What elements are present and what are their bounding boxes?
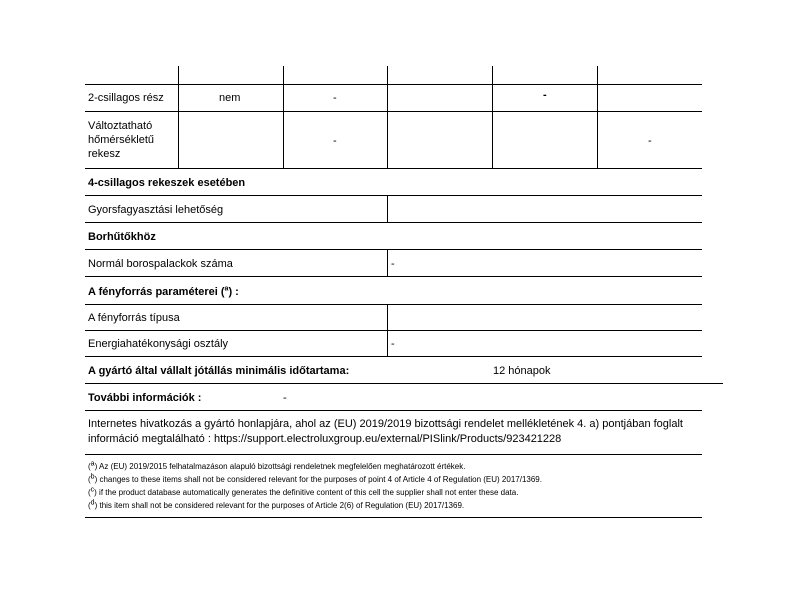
footnote: ($^a$) Az (EU) 2019/2015 felhatalmazáson alapuló bizottsági rendeletnek megfelelően meghatározott értékek.	[88, 460, 466, 471]
table-col-line	[492, 66, 493, 168]
table-row-line	[85, 111, 702, 112]
row-2star-col2: -	[333, 92, 337, 104]
footnote: ($^c$) if the product database automatically generates the definitive content of this cell the supplier shall not enter these data.	[88, 486, 519, 497]
section-line	[85, 454, 702, 455]
light-heading-sup: a	[224, 285, 229, 293]
section-line	[85, 276, 702, 277]
row-2star-col4: -	[543, 89, 547, 101]
section-light-heading	[88, 286, 239, 299]
table-row-line	[85, 84, 702, 85]
row-variable-col5: -	[648, 135, 652, 147]
wine-bottles-label: Normál borospalackok száma	[88, 258, 233, 270]
section-line	[85, 304, 702, 305]
section-line	[85, 356, 702, 357]
internet-ref-line2: információ megtalálható : https://support.electroluxgroup.eu/external/PISlink/Products/923421228	[88, 433, 562, 445]
footnote-mark: c	[90, 486, 95, 494]
row-variable-label-2: hőmérsékletű	[88, 134, 155, 146]
light-heading-prefix: A fényforrás paraméterei (	[88, 286, 225, 298]
section-wine-heading: Borhűtőkhöz	[88, 231, 156, 243]
additional-info-value: -	[283, 392, 287, 404]
row-variable-col2: -	[333, 135, 337, 147]
table-col-line	[178, 66, 179, 168]
table-col-line	[597, 66, 598, 168]
light-heading-suffix: ) :	[228, 286, 239, 298]
table-col-line	[387, 66, 388, 168]
section-line	[85, 222, 702, 223]
table-col-line	[283, 66, 284, 168]
wine-bottles-value: -	[391, 258, 395, 270]
warranty-label: A gyártó által vállalt jótállás minimális időtartama:	[88, 365, 350, 377]
table-row-line	[85, 168, 702, 169]
section-line	[85, 195, 702, 196]
internet-ref-line1: Internetes hivatkozás a gyártó honlapjára, ahol az (EU) 2019/2019 bizottsági rendelet mellékletének 4. a) pontjában foglalt	[88, 418, 683, 430]
footnote-text: ) if the product database automatically generates the definitive content of this cell the supplier shall not enter these data.	[94, 488, 519, 497]
section-col-line	[387, 249, 388, 276]
energy-class-value: -	[391, 338, 395, 350]
warranty-value: 12 hónapok	[493, 365, 551, 377]
row-2star-label: 2-csillagos rész	[88, 92, 164, 104]
row-variable-label-1: Változtatható	[88, 120, 153, 132]
quickfreeze-label: Gyorsfagyasztási lehetőség	[88, 204, 224, 216]
light-type-label: A fényforrás típusa	[88, 312, 180, 324]
additional-info-label: További információk :	[88, 392, 202, 404]
row-2star-col1: nem	[219, 92, 241, 104]
footnote-mark: d	[90, 499, 95, 507]
footnote-text: ) this item shall not be considered relevant for the purposes of Article 2(6) of Regulation (EU) 2017/1369.	[94, 501, 465, 510]
footnote-mark: b	[90, 473, 95, 481]
section-line	[85, 249, 702, 250]
section-line	[85, 330, 702, 331]
section-line	[85, 517, 702, 518]
footnote: ($^b$) changes to these items shall not be considered relevant for the purposes of point 4 of Article 4 of Regulation (EU) 2017/1369.	[88, 473, 542, 484]
footnote: ($^d$) this item shall not be considered relevant for the purposes of Article 2(6) of Regulation (EU) 2017/1369.	[88, 499, 465, 510]
section-4star-heading: 4-csillagos rekeszek esetében	[88, 177, 246, 189]
row-variable-label-3: rekesz	[88, 148, 121, 160]
footnote-text: ) changes to these items shall not be considered relevant for the purposes of point 4 of Article 4 of Regulation (EU) 2017/1369.	[94, 475, 542, 484]
section-line	[85, 410, 702, 411]
section-col-line	[387, 195, 388, 222]
energy-class-label: Energiahatékonysági osztály	[88, 338, 229, 350]
footnote-text: ) Az (EU) 2019/2015 felhatalmazáson alapuló bizottsági rendeletnek megfelelően meghatározott értékek.	[94, 462, 466, 471]
footnote-mark: a	[90, 460, 95, 468]
section-line	[85, 383, 723, 384]
